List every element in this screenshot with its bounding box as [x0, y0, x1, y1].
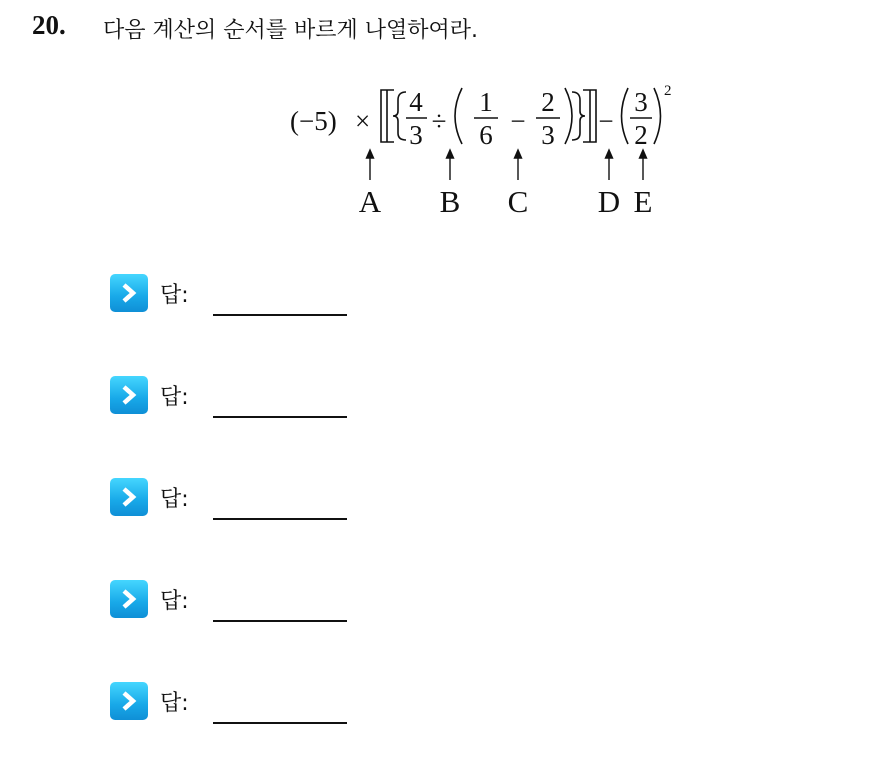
chevron-right-icon [110, 478, 148, 516]
answer-blank[interactable] [213, 416, 347, 418]
frac3-num: 2 [541, 87, 555, 117]
question-number: 20. [32, 10, 66, 40]
frac1-num: 4 [409, 87, 423, 117]
times-sign: × [355, 106, 371, 136]
left-paren [455, 88, 462, 144]
label-e: E [633, 184, 653, 219]
answer-row-1 [110, 274, 410, 312]
exponent: 2 [664, 83, 672, 99]
answer-row-3 [110, 478, 410, 516]
answer-label: 답: [160, 691, 189, 716]
answer-blank[interactable] [213, 620, 347, 622]
label-b: B [439, 184, 461, 219]
answer-blank[interactable] [213, 518, 347, 520]
minus-sign-outer: − [598, 106, 614, 136]
frac1-den: 3 [409, 120, 423, 150]
chevron-right-icon [110, 376, 148, 414]
answer-label: 답: [160, 589, 189, 614]
right-brace [572, 92, 585, 140]
arrow-a-head [367, 150, 374, 158]
minus-sign-inner: − [510, 106, 526, 136]
label-a: A [358, 184, 382, 219]
chevron-right-icon [110, 682, 148, 720]
power-right-paren [654, 88, 661, 144]
frac4-num: 3 [634, 87, 648, 117]
chevron-right-icon [110, 274, 148, 312]
answer-label: 답: [160, 283, 189, 308]
arrow-b-head [447, 150, 454, 158]
answer-row-2 [110, 376, 410, 414]
label-c: C [507, 184, 529, 219]
right-paren [565, 88, 572, 144]
answer-label: 답: [160, 385, 189, 410]
neg-five: (−5) [290, 106, 337, 136]
frac4-den: 2 [634, 120, 648, 150]
answer-row-4 [110, 580, 410, 618]
answer-blank[interactable] [213, 314, 347, 316]
chevron-right-icon [110, 580, 148, 618]
frac2-num: 1 [479, 87, 493, 117]
arrow-d-head [606, 150, 613, 158]
label-d: D [597, 184, 621, 219]
power-left-paren [622, 88, 629, 144]
arrow-e-head [640, 150, 647, 158]
arrow-c-head [515, 150, 522, 158]
left-brace [393, 92, 406, 140]
answer-list [110, 274, 410, 784]
math-expression [285, 80, 685, 220]
answer-row-5 [110, 682, 410, 720]
expression-svg [285, 80, 685, 220]
divide-sign: ÷ [431, 106, 447, 136]
left-bracket [381, 90, 394, 142]
frac2-den: 6 [479, 120, 493, 150]
answer-blank[interactable] [213, 722, 347, 724]
answer-label: 답: [160, 487, 189, 512]
question-text: 다음 계산의 순서를 바르게 나열하여라. [103, 18, 478, 43]
frac3-den: 3 [541, 120, 555, 150]
